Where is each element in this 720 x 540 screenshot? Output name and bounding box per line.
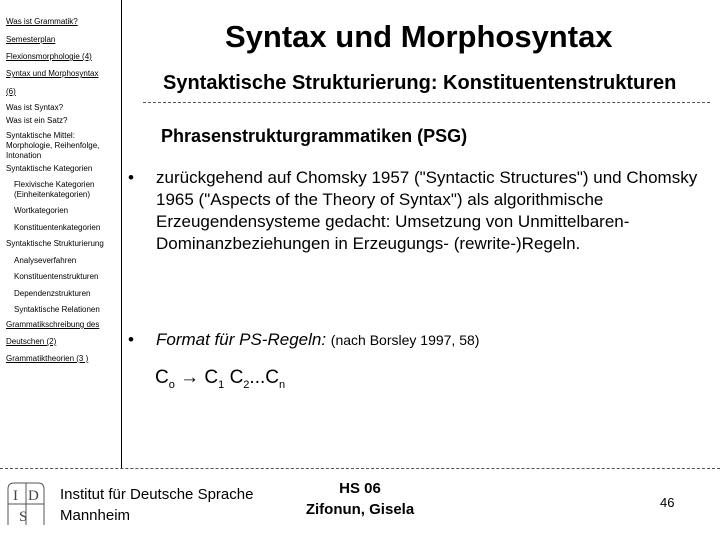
sidebar-item-syntaktische-strukturierung[interactable]: Syntaktische Strukturierung — [6, 239, 104, 248]
author-name: Zifonun, Gisela — [305, 501, 415, 518]
page-title: Syntax und Morphosyntax — [225, 19, 613, 54]
sidebar-item-flexivische-kategorien[interactable]: Flexivische Kategorien (Einheitenkategorien) — [14, 180, 95, 199]
sidebar-divider — [121, 0, 122, 468]
bullet-dot-icon: • — [128, 330, 134, 349]
course-info — [290, 478, 430, 520]
footer-divider — [0, 468, 720, 469]
page-subtitle: Syntaktische Strukturierung: Konstituentenstrukturen — [163, 72, 677, 94]
rewrite-arrow-icon: → — [180, 367, 200, 388]
sidebar-item-semesterplan[interactable]: Semesterplan — [6, 35, 56, 44]
institute-name — [60, 484, 253, 526]
formula-cn-subscript: n — [278, 379, 286, 391]
sidebar-item-konstituentenstrukturen[interactable]: Konstituentenstrukturen — [14, 272, 99, 281]
sidebar-item-syntaktische-relationen[interactable]: Syntaktische Relationen — [14, 305, 100, 314]
formula-c1: C — [204, 367, 219, 388]
sidebar-item-flexionsmorphologie[interactable]: Flexionsmorphologie (4) — [6, 52, 92, 61]
sidebar-navigation — [0, 0, 122, 468]
sidebar-item-syntaktische-kategorien[interactable]: Syntaktische Kategorien — [6, 164, 93, 173]
sidebar-item-syntaktische-mittel[interactable]: Syntaktische Mittel: Morphologie, Reihenfolge, Intonation — [6, 131, 100, 160]
sidebar-item-dependenzstrukturen[interactable]: Dependenzstrukturen — [14, 289, 91, 298]
formula-cn: ...C — [249, 367, 279, 388]
sidebar-item-syntax-und-morphosyntax[interactable]: Syntax und Morphosyntax — [6, 69, 99, 78]
formula-c2: C — [229, 367, 244, 388]
bullet-dot-icon: • — [128, 168, 134, 187]
ps-rule-formula — [155, 366, 285, 397]
logo-letter-d: D — [28, 488, 39, 504]
bullet-text — [156, 329, 712, 351]
logo-letter-s: S — [19, 509, 28, 525]
sidebar-item-analyseverfahren[interactable]: Analyseverfahren — [14, 256, 77, 265]
formula-lhs-subscript: o — [168, 379, 175, 391]
sidebar-item-was-ist-grammatik[interactable]: Was ist Grammatik? — [6, 17, 78, 26]
bullet-main-text: Format für PS-Regeln: — [156, 330, 327, 349]
section-heading: Phrasenstrukturgrammatiken (PSG) — [161, 126, 468, 146]
formula-c1-subscript: 1 — [218, 379, 225, 391]
ids-logo — [4, 479, 48, 529]
sidebar-item-syntax-6[interactable]: (6) — [6, 87, 16, 96]
formula-lhs: C — [155, 367, 169, 388]
institute-line-1: Institut für Deutsche Sprache — [60, 486, 254, 503]
sidebar-item-was-ist-syntax[interactable]: Was ist Syntax? — [6, 103, 64, 112]
semester-label: HS 06 — [339, 480, 381, 497]
sidebar-item-wortkategorien[interactable]: Wortkategorien — [14, 206, 69, 215]
sidebar-item-deutschen-2[interactable]: Deutschen (2) — [6, 337, 57, 346]
institute-line-2: Mannheim — [60, 507, 131, 524]
bullet-text: zurückgehend auf Chomsky 1957 ("Syntactic Structures") und Chomsky 1965 ("Aspects of the Theory of Syntax") als algorithmische Erzeugendensysteme gedacht: Umsetzung von Unmittelbaren-Dominanzbeziehungen in Erzeugungs- (rewrite-)Regeln. — [156, 168, 698, 253]
sidebar-item-konstituentenkategorien[interactable]: Konstituentenkategorien — [14, 223, 101, 232]
subtitle-divider — [143, 102, 710, 103]
sidebar-item-grammatiktheorien[interactable]: Grammatiktheorien (3 ) — [6, 354, 89, 363]
page-number: 46 — [660, 495, 675, 510]
bullet-source-text: (nach Borsley 1997, 58) — [330, 332, 480, 348]
logo-letter-i: I — [13, 488, 18, 504]
formula-c2-subscript: 2 — [243, 379, 250, 391]
sidebar-item-was-ist-ein-satz[interactable]: Was ist ein Satz? — [6, 116, 68, 125]
bullet-item-ps-rules — [128, 329, 712, 351]
sidebar-item-grammatikschreibung[interactable]: Grammatikschreibung des — [6, 320, 100, 329]
bullet-item-chomsky — [128, 167, 712, 255]
